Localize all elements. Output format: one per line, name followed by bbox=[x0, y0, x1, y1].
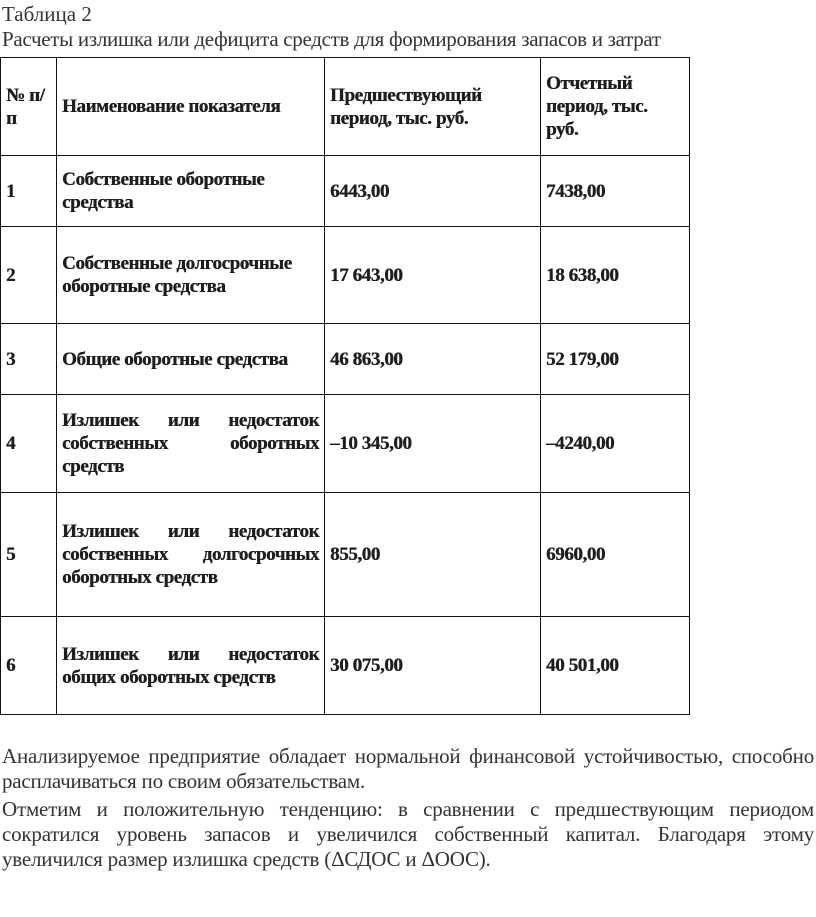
row-current-value: 7438,00 bbox=[541, 156, 690, 227]
row-prev-value: –10 345,00 bbox=[325, 395, 541, 493]
row-name: Собственные долгосрочные оборотные средства bbox=[57, 227, 325, 324]
calculation-table bbox=[0, 57, 690, 715]
row-current-value: –4240,00 bbox=[541, 395, 690, 493]
row-num: 6 bbox=[1, 617, 57, 715]
table-row bbox=[1, 493, 690, 617]
header-prev-period: Предшествующий период, тыс. руб. bbox=[325, 58, 541, 156]
row-name: Излишек или недостаток собственных долгосрочных оборотных средств bbox=[57, 493, 325, 617]
header-current-period: Отчетный период, тыс. руб. bbox=[541, 58, 690, 156]
row-name: Собственные оборотные средства bbox=[57, 156, 325, 227]
row-num: 2 bbox=[1, 227, 57, 324]
row-current-value: 6960,00 bbox=[541, 493, 690, 617]
row-prev-value: 6443,00 bbox=[325, 156, 541, 227]
trend-paragraph: Отметим и положительную тенденцию: в сравнении с предшествующим периодом сократился уровень запасов и увеличился собственный капитал. Благодаря этому увеличился размер излишка средств (ΔСДОС и ΔООС). bbox=[2, 797, 814, 871]
row-current-value: 52 179,00 bbox=[541, 324, 690, 395]
row-num: 5 bbox=[1, 493, 57, 617]
row-num: 3 bbox=[1, 324, 57, 395]
row-name: Излишек или недостаток общих оборотных средств bbox=[57, 617, 325, 715]
table-title-caption: Расчеты излишка или дефицита средств для формирования запасов и затрат bbox=[2, 27, 661, 51]
row-num: 1 bbox=[1, 156, 57, 227]
row-prev-value: 855,00 bbox=[325, 493, 541, 617]
table-row bbox=[1, 227, 690, 324]
table-row bbox=[1, 324, 690, 395]
header-num: № п/п bbox=[1, 58, 57, 156]
row-prev-value: 17 643,00 bbox=[325, 227, 541, 324]
header-name: Наименование показателя bbox=[57, 58, 325, 156]
row-name: Общие оборотные средства bbox=[57, 324, 325, 395]
table-row bbox=[1, 395, 690, 493]
row-prev-value: 30 075,00 bbox=[325, 617, 541, 715]
row-num: 4 bbox=[1, 395, 57, 493]
analysis-paragraph: Анализируемое предприятие обладает нормальной финансовой устойчивостью, способно расплачиваться по своим обязательствам. bbox=[2, 744, 814, 793]
table-row bbox=[1, 156, 690, 227]
table-header-row bbox=[1, 58, 690, 156]
row-current-value: 40 501,00 bbox=[541, 617, 690, 715]
row-current-value: 18 638,00 bbox=[541, 227, 690, 324]
table-row bbox=[1, 617, 690, 715]
row-prev-value: 46 863,00 bbox=[325, 324, 541, 395]
table-number-caption: Таблица 2 bbox=[2, 2, 92, 26]
row-name: Излишек или недостаток собственных оборотных средств bbox=[57, 395, 325, 493]
